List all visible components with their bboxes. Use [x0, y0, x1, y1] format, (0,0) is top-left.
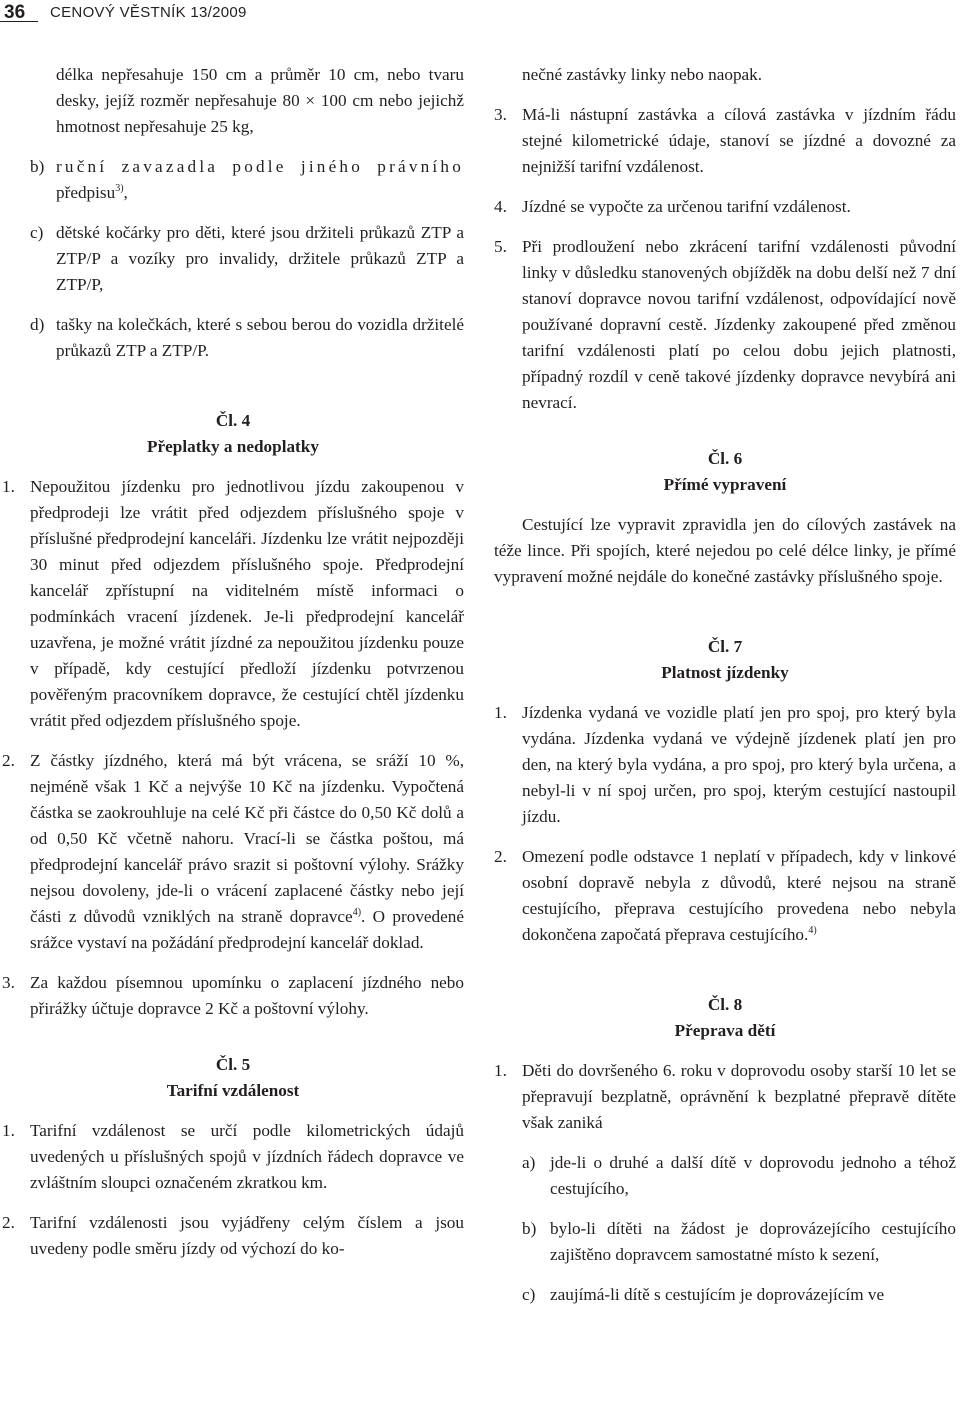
paragraph-4-2: 2. Z částky jízdného, která má být vrácena, se sráží 10 %, nejméně však 1 Kč a nejvýše 10 Kč na jízdenku. Vypočtená částka se zaokrouhluje na celé Kč při částce do 0,50 Kč dolů a od 0,50 Kč včetně nahoru. Vrací-li se částka poštou, má předprodejní kancelář právo srazit si poštovní výlohy. Srážky nejsou dovoleny, jde-li o vrácení zaplacené částky nebo její části z důvodů vzniklých na straně dopravce$^{4)}$. O provedené srážce vystaví na požádání předprodejní kancelář doklad.: [2, 751, 464, 952]
paragraph-5-4: 4. Jízdné se vypočte za určenou tarifní vzdálenost.: [494, 197, 851, 216]
paragraph-5-5: 5. Při prodloužení nebo zkrácení tarifní vzdálenosti původní linky v důsledku stanovených objížděk na dobu delší než 7 dní stanoví dopravce novou tarifní vzdálenost, odpovídající nově používané dopravní cestě. Jízdenky zakoupené před změnou tarifní vzdálenosti platí po celou dobu jejich platnosti, případný rozdíl v ceně takové jízdenky dopravce nevybírá ani nevrací.: [494, 237, 956, 412]
header-rule: [0, 21, 38, 22]
list-continuation: délka nepřesahuje 150 cm a průměr 10 cm, nebo tvaru desky, jejíž rozměr nepřesahuje 80 × 100 cm nebo jejichž hmotnost nepřesahuje 25 kg,: [56, 65, 464, 136]
paragraph-5-2: 2. Tarifní vzdálenosti jsou vyjádřeny celým číslem a jsou uvedeny podle směru jízdy od výchozí do ko-: [2, 1213, 464, 1258]
article-8-number: Čl. 8: [707, 995, 743, 1014]
paragraph-4-3: 3. Za každou písemnou upomínku o zaplacení jízdného nebo přirážky účtuje dopravce 2 Kč a poštovní výlohy.: [2, 973, 464, 1018]
article-7-number: Čl. 7: [707, 637, 743, 656]
article-5-title: Tarifní vzdálenost: [166, 1081, 300, 1100]
article-6-title: Přímé vypravení: [663, 475, 787, 494]
article-6-number: Čl. 6: [707, 449, 743, 468]
list-item-c: c) dětské kočárky pro děti, které jsou držiteli průkazů ZTP a ZTP/P a vozíky pro invalidy, držitele průkazů ZTP a ZTP/P,: [30, 223, 464, 294]
paragraph-7-2: 2. Omezení podle odstavce 1 neplatí v případech, kdy v linkové osobní dopravě nebyla z důvodů, které nejsou na straně cestujícího, přeprava cestujícího provedena nebo nebyla dokončena započatá přeprava cestujícího.$^{4)}$: [494, 847, 956, 944]
page-number: 36: [4, 1, 26, 23]
paragraph-5-1: 1. Tarifní vzdálenost se určí podle kilometrických údajů uvedených u příslušných spojů v jízdních řádech dopravce ve zvláštním sloupci označeném zkratkou km.: [2, 1121, 464, 1192]
paragraph-6: Cestující lze vypravit zpravidla jen do cílových zastávek na téže lince. Při spojích, které nejedou po celé délce linky, je přímé vypravení možné nejdále do konečné zastávky příslušného spoje.: [494, 515, 956, 586]
paragraph-8-1: 1. Děti do dovršeného 6. roku v doprovodu osoby starší 10 let se přepravují bezplatně, oprávnění k bezplatné přepravě dítěte však zaniká: [494, 1061, 956, 1132]
article-4-title: Přeplatky a nedoplatky: [147, 437, 319, 456]
list-item-b: b) ruční zavazadla podle jiného právního předpisu$^{3)}$,: [30, 157, 464, 202]
list-item-8a: a) jde-li o druhé a další dítě v doprovodu jednoho a téhož cestujícího,: [522, 1153, 956, 1198]
list-item-8c: c) zaujímá-li dítě s cestujícím je doprovázejícím ve: [522, 1285, 885, 1304]
article-7-title: Platnost jízdenky: [661, 663, 789, 682]
list-item-8b: b) bylo-li dítěti na žádost je doprovázejícího cestujícího zajištěno dopravcem samostatné místo k sezení,: [522, 1219, 956, 1264]
journal-title: CENOVÝ VĚSTNÍK 13/2009: [50, 4, 247, 21]
article-4-number: Čl. 4: [215, 411, 251, 430]
page-header: [0, 0, 960, 25]
paragraph-7-1: 1. Jízdenka vydaná ve vozidle platí jen pro spoj, pro který byla vydána. Jízdenka vydaná ve výdejně jízdenek platí jen pro den, na který byla vydána, a pro spoj, pro který byla určena, a nebyl-li v ní spoj určen, pro spoj, kterým cestující nastoupil jízdu.: [494, 703, 956, 826]
article-8-title: Přeprava dětí: [674, 1021, 776, 1040]
right-column: [494, 62, 956, 1308]
paragraph-5-2-continuation: nečné zastávky linky nebo naopak.: [522, 65, 763, 84]
left-column: [2, 62, 464, 1262]
paragraph-5-3: 3. Má-li nástupní zastávka a cílová zastávka v jízdním řádu stejné kilometrické údaje, stanoví se jízdné a dovozné za nejnižší tarifní vzdálenost.: [494, 105, 956, 176]
list-item-d: d) tašky na kolečkách, které s sebou berou do vozidla držitelé průkazů ZTP a ZTP/P.: [30, 315, 464, 360]
article-5-number: Čl. 5: [215, 1055, 251, 1074]
paragraph-4-1: 1. Nepoužitou jízdenku pro jednotlivou jízdu zakoupenou v předprodeji lze vrátit před odjezdem příslušného spoje v příslušné předprodejní kanceláři. Jízdenku lze vrátit nejpozději 30 minut před odjezdem příslušného spoje. Předprodejní kancelář zpřístupní na viditelném místě informaci o podmínkách vracení jízdenek. Je-li předprodejní kancelář uzavřena, je možné vrátit jízdné za nepoužitou jízdenku pouze v případě, kdy cestující předloží jízdenku potvrzenou pověřeným pracovníkem dopravce, že cestující chtěl jízdenku vrátit před odjezdem příslušného spoje.: [2, 477, 464, 730]
